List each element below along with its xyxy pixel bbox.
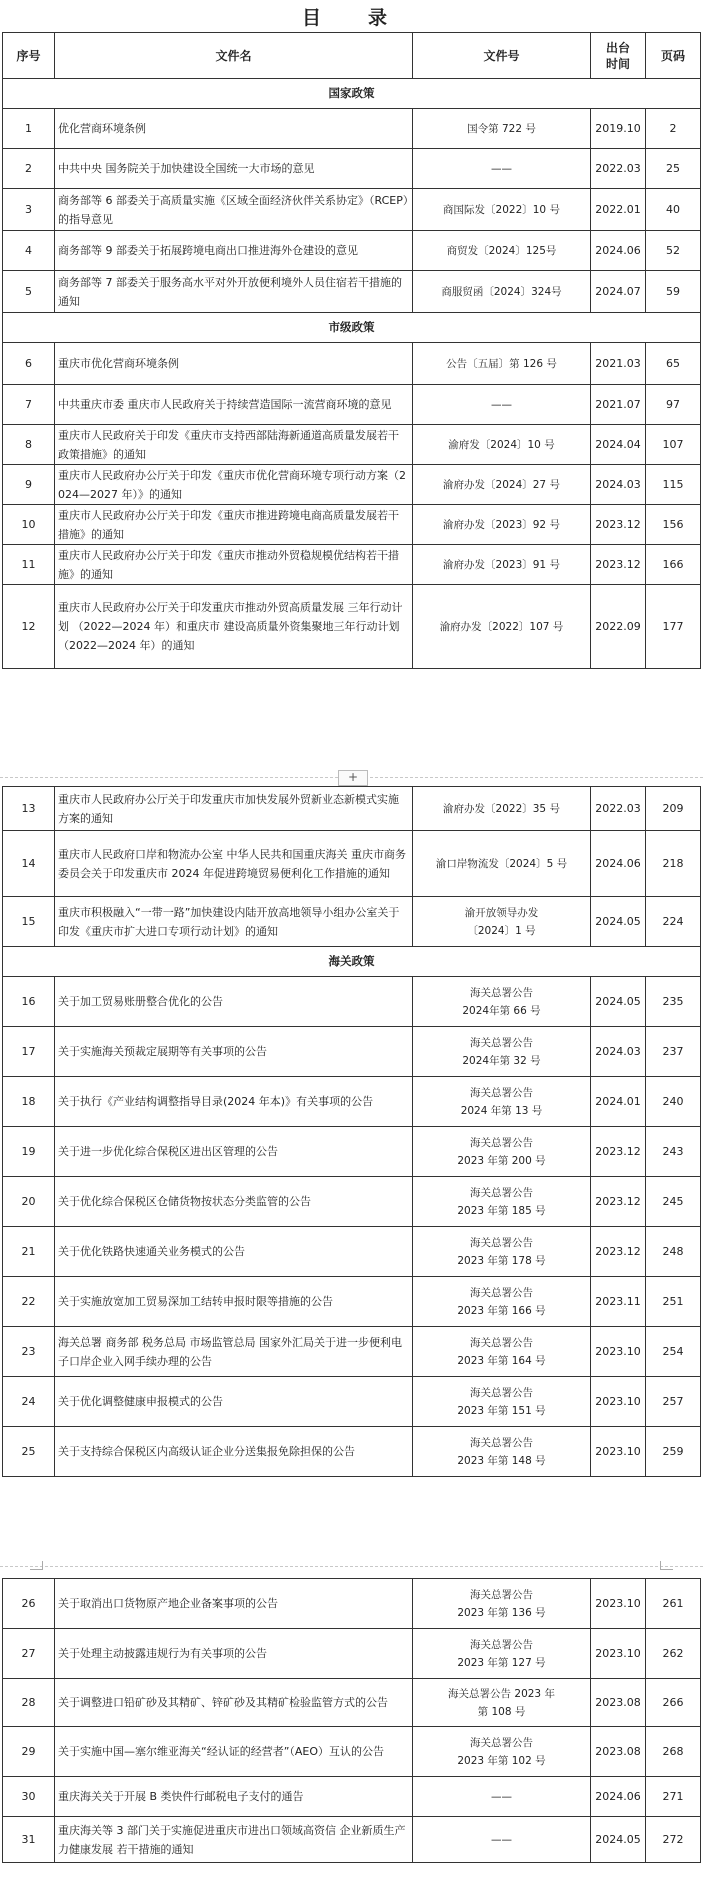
row-seq: 15 (3, 897, 55, 947)
table-row (3, 1629, 701, 1679)
row-file-name: 优化营商环境条例 (55, 109, 413, 149)
doc-no-line: 海关总署公告 (470, 1286, 533, 1299)
doc-no-line: —— (491, 162, 512, 175)
row-page: 266 (646, 1679, 701, 1727)
row-date: 2024.01 (591, 1077, 646, 1127)
row-seq: 20 (3, 1177, 55, 1227)
table-row (3, 385, 701, 425)
row-file-name: 关于支持综合保税区内高级认证企业分送集报免除担保的公告 (55, 1427, 413, 1477)
row-page: 224 (646, 897, 701, 947)
doc-no-line: 海关总署公告 (470, 1186, 533, 1199)
row-seq: 2 (3, 149, 55, 189)
row-date: 2019.10 (591, 109, 646, 149)
row-doc-no (413, 505, 591, 545)
row-seq: 6 (3, 343, 55, 385)
doc-no-line: 〔2024〕1 号 (467, 924, 536, 937)
row-seq: 22 (3, 1277, 55, 1327)
row-date: 2023.10 (591, 1377, 646, 1427)
doc-no-line: 2024年第 32 号 (462, 1054, 541, 1067)
page-break-2 (0, 1558, 703, 1576)
row-doc-no (413, 271, 591, 313)
row-page: 97 (646, 385, 701, 425)
doc-no-line: 海关总署公告 (470, 1588, 533, 1601)
row-doc-no (413, 1077, 591, 1127)
row-file-name: 海关总署 商务部 税务总局 市场监管总局 国家外汇局关于进一步便利电子口岸企业入网手续办理的公告 (55, 1327, 413, 1377)
row-page: 245 (646, 1177, 701, 1227)
table-row (3, 1777, 701, 1817)
doc-no-line: 2023 年第 164 号 (457, 1354, 546, 1367)
table-row (3, 831, 701, 897)
doc-no-line: 国令第 722 号 (467, 122, 536, 135)
doc-no-line: 商国际发〔2022〕10 号 (443, 203, 560, 216)
doc-no-line: 2023 年第 200 号 (457, 1154, 546, 1167)
section-title: 国家政策 (3, 79, 701, 109)
row-page: 268 (646, 1727, 701, 1777)
row-file-name: 商务部等 6 部委关于高质量实施《区域全面经济伙伴关系协定》（RCEP）的指导意见 (55, 189, 413, 231)
table-row (3, 1027, 701, 1077)
row-date: 2024.04 (591, 425, 646, 465)
row-page: 2 (646, 109, 701, 149)
row-file-name: 重庆海关等 3 部门关于实施促进重庆市进出口领域高资信 企业新质生产力健康发展 若干措施的通知 (55, 1817, 413, 1863)
row-seq: 23 (3, 1327, 55, 1377)
row-page: 156 (646, 505, 701, 545)
table-row (3, 977, 701, 1027)
header-doc-no: 文件号 (413, 33, 591, 79)
row-date: 2024.03 (591, 1027, 646, 1077)
row-doc-no (413, 1727, 591, 1777)
row-doc-no (413, 1227, 591, 1277)
row-doc-no (413, 1679, 591, 1727)
row-date: 2023.11 (591, 1277, 646, 1327)
row-file-name: 重庆海关关于开展 B 类快件行邮税电子支付的通告 (55, 1777, 413, 1817)
doc-no-line: 海关总署公告 (470, 1736, 533, 1749)
row-doc-no (413, 1777, 591, 1817)
table-row (3, 343, 701, 385)
row-seq: 16 (3, 977, 55, 1027)
table-row (3, 545, 701, 585)
row-doc-no (413, 977, 591, 1027)
row-page: 248 (646, 1227, 701, 1277)
row-file-name: 重庆市人民政府办公厅关于印发《重庆市推进跨境电商高质量发展若干措施》的通知 (55, 505, 413, 545)
table-row (3, 271, 701, 313)
row-doc-no (413, 343, 591, 385)
table-row (3, 231, 701, 271)
row-page: 40 (646, 189, 701, 231)
row-page: 254 (646, 1327, 701, 1377)
row-date: 2024.06 (591, 1777, 646, 1817)
row-seq: 10 (3, 505, 55, 545)
doc-no-line: 渝府办发〔2022〕107 号 (439, 620, 564, 633)
doc-no-line: 2023 年第 148 号 (457, 1454, 546, 1467)
doc-no-line: 商贸发〔2024〕125号 (446, 244, 557, 257)
doc-no-line: 2023 年第 136 号 (457, 1606, 546, 1619)
doc-no-line: 海关总署公告 (470, 1236, 533, 1249)
toc-table-part-1 (2, 32, 701, 669)
row-file-name: 关于优化铁路快速通关业务模式的公告 (55, 1227, 413, 1277)
doc-no-line: 2023 年第 151 号 (457, 1404, 546, 1417)
table-row (3, 1227, 701, 1277)
row-file-name: 关于实施中国—塞尔维亚海关“经认证的经营者”（AEO）互认的公告 (55, 1727, 413, 1777)
table-row (3, 1727, 701, 1777)
row-seq: 7 (3, 385, 55, 425)
row-page: 261 (646, 1579, 701, 1629)
row-doc-no (413, 1177, 591, 1227)
doc-no-line: 渝府办发〔2023〕92 号 (443, 518, 560, 531)
row-date: 2023.12 (591, 505, 646, 545)
doc-no-line: 海关总署公告 (470, 1638, 533, 1651)
row-date: 2022.01 (591, 189, 646, 231)
row-doc-no (413, 1629, 591, 1679)
row-seq: 3 (3, 189, 55, 231)
doc-no-line: 2024年第 66 号 (462, 1004, 541, 1017)
row-doc-no (413, 109, 591, 149)
row-date: 2023.08 (591, 1727, 646, 1777)
doc-no-line: 渝府办发〔2024〕27 号 (443, 478, 560, 491)
row-date: 2024.05 (591, 977, 646, 1027)
doc-no-line: 渝府发〔2024〕10 号 (448, 438, 555, 451)
row-doc-no (413, 465, 591, 505)
row-file-name: 重庆市人民政府办公厅关于印发重庆市加快发展外贸新业态新模式实施方案的通知 (55, 787, 413, 831)
row-seq: 19 (3, 1127, 55, 1177)
row-seq: 8 (3, 425, 55, 465)
header-seq: 序号 (3, 33, 55, 79)
row-date: 2024.07 (591, 271, 646, 313)
table-row (3, 465, 701, 505)
row-doc-no (413, 189, 591, 231)
table-row (3, 1127, 701, 1177)
header-page: 页码 (646, 33, 701, 79)
row-doc-no (413, 585, 591, 669)
header-name: 文件名 (55, 33, 413, 79)
row-seq: 29 (3, 1727, 55, 1777)
toc-table-part-3 (2, 1578, 701, 1863)
row-seq: 28 (3, 1679, 55, 1727)
row-page: 243 (646, 1127, 701, 1177)
table-row (3, 189, 701, 231)
row-page: 272 (646, 1817, 701, 1863)
table-row (3, 149, 701, 189)
row-page: 237 (646, 1027, 701, 1077)
row-doc-no (413, 1277, 591, 1327)
table-row (3, 897, 701, 947)
doc-no-line: 第 108 号 (477, 1705, 526, 1718)
row-date: 2023.10 (591, 1579, 646, 1629)
row-date: 2022.03 (591, 787, 646, 831)
row-doc-no (413, 231, 591, 271)
row-date: 2023.10 (591, 1629, 646, 1679)
row-page: 65 (646, 343, 701, 385)
row-seq: 25 (3, 1427, 55, 1477)
table-row (3, 109, 701, 149)
table-row (3, 1377, 701, 1427)
row-seq: 21 (3, 1227, 55, 1277)
row-seq: 11 (3, 545, 55, 585)
row-doc-no (413, 545, 591, 585)
doc-no-line: 渝府办发〔2023〕91 号 (443, 558, 560, 571)
row-seq: 5 (3, 271, 55, 313)
table-row (3, 1077, 701, 1127)
row-file-name: 关于取消出口货物原产地企业备案事项的公告 (55, 1579, 413, 1629)
doc-no-line: 海关总署公告 (470, 1136, 533, 1149)
row-file-name: 商务部等 9 部委关于拓展跨境电商出口推进海外仓建设的意见 (55, 231, 413, 271)
table-row (3, 1579, 701, 1629)
toc-table-part-2 (2, 786, 701, 1477)
row-file-name: 重庆市人民政府口岸和物流办公室 中华人民共和国重庆海关 重庆市商务委员会关于印发重庆市 2024 年促进跨境贸易便利化工作措施的通知 (55, 831, 413, 897)
table-row (3, 1679, 701, 1727)
row-page: 259 (646, 1427, 701, 1477)
row-date: 2023.10 (591, 1427, 646, 1477)
row-date: 2022.09 (591, 585, 646, 669)
row-doc-no (413, 149, 591, 189)
row-doc-no (413, 1027, 591, 1077)
row-doc-no (413, 1817, 591, 1863)
table-row (3, 1817, 701, 1863)
row-doc-no (413, 1427, 591, 1477)
doc-no-line: 2023 年第 127 号 (457, 1656, 546, 1669)
row-page: 251 (646, 1277, 701, 1327)
doc-no-line: 渝府办发〔2022〕35 号 (443, 802, 560, 815)
page-break-1 (0, 769, 703, 787)
row-file-name: 重庆市人民政府办公厅关于印发《重庆市优化营商环境专项行动方案（2024—2027 年）》的通知 (55, 465, 413, 505)
section-row-customs (3, 947, 701, 977)
doc-no-line: 海关总署公告 (470, 986, 533, 999)
row-date: 2024.05 (591, 1817, 646, 1863)
row-seq: 13 (3, 787, 55, 831)
table-row (3, 425, 701, 465)
doc-no-line: 海关总署公告 2023 年 (448, 1687, 555, 1700)
row-page: 107 (646, 425, 701, 465)
doc-no-line: 海关总署公告 (470, 1336, 533, 1349)
row-seq: 27 (3, 1629, 55, 1679)
row-file-name: 重庆市人民政府办公厅关于印发《重庆市推动外贸稳规模优结构若干措施》的通知 (55, 545, 413, 585)
row-page: 59 (646, 271, 701, 313)
row-file-name: 关于实施海关预裁定展期等有关事项的公告 (55, 1027, 413, 1077)
row-seq: 4 (3, 231, 55, 271)
row-date: 2024.06 (591, 831, 646, 897)
row-date: 2024.06 (591, 231, 646, 271)
row-date: 2021.07 (591, 385, 646, 425)
table-row (3, 505, 701, 545)
section-title: 海关政策 (3, 947, 701, 977)
doc-no-line: 2023 年第 185 号 (457, 1204, 546, 1217)
row-seq: 1 (3, 109, 55, 149)
row-date: 2024.03 (591, 465, 646, 505)
row-date: 2022.03 (591, 149, 646, 189)
doc-no-line: 商服贸函〔2024〕324号 (441, 285, 562, 298)
table-row (3, 1327, 701, 1377)
row-seq: 14 (3, 831, 55, 897)
row-date: 2023.10 (591, 1327, 646, 1377)
row-date: 2023.08 (591, 1679, 646, 1727)
row-page: 166 (646, 545, 701, 585)
row-page: 271 (646, 1777, 701, 1817)
row-file-name: 商务部等 7 部委关于服务高水平对外开放便利境外人员住宿若干措施的通知 (55, 271, 413, 313)
row-doc-no (413, 1579, 591, 1629)
doc-no-line: —— (491, 1833, 512, 1846)
row-doc-no (413, 1327, 591, 1377)
row-doc-no (413, 787, 591, 831)
corner-mark-icon (30, 1561, 43, 1570)
section-row-national (3, 79, 701, 109)
row-page: 115 (646, 465, 701, 505)
row-file-name: 关于处理主动披露违规行为有关事项的公告 (55, 1629, 413, 1679)
table-row (3, 585, 701, 669)
doc-no-line: 海关总署公告 (470, 1436, 533, 1449)
row-seq: 17 (3, 1027, 55, 1077)
row-date: 2023.12 (591, 545, 646, 585)
doc-no-line: 2023 年第 102 号 (457, 1754, 546, 1767)
row-file-name: 重庆市人民政府关于印发《重庆市支持西部陆海新通道高质量发展若干政策措施》的通知 (55, 425, 413, 465)
row-date: 2023.12 (591, 1177, 646, 1227)
doc-no-line: 海关总署公告 (470, 1386, 533, 1399)
row-page: 262 (646, 1629, 701, 1679)
doc-no-line: 渝口岸物流发〔2024〕5 号 (435, 857, 568, 870)
table-row (3, 787, 701, 831)
row-date: 2023.12 (591, 1127, 646, 1177)
section-title: 市级政策 (3, 313, 701, 343)
doc-no-line: 2023 年第 178 号 (457, 1254, 546, 1267)
corner-mark-icon (660, 1561, 673, 1570)
row-date: 2024.05 (591, 897, 646, 947)
row-file-name: 中共中央 国务院关于加快建设全国统一大市场的意见 (55, 149, 413, 189)
row-doc-no (413, 1377, 591, 1427)
row-seq: 31 (3, 1817, 55, 1863)
row-seq: 9 (3, 465, 55, 505)
row-page: 257 (646, 1377, 701, 1427)
row-page: 52 (646, 231, 701, 271)
row-date: 2021.03 (591, 343, 646, 385)
row-file-name: 关于进一步优化综合保税区进出区管理的公告 (55, 1127, 413, 1177)
row-page: 235 (646, 977, 701, 1027)
row-date: 2023.12 (591, 1227, 646, 1277)
table-row (3, 1177, 701, 1227)
doc-no-line: —— (491, 1790, 512, 1803)
row-file-name: 关于调整进口铅矿砂及其精矿、锌矿砂及其精矿检验监管方式的公告 (55, 1679, 413, 1727)
row-page: 240 (646, 1077, 701, 1127)
doc-no-line: 公告〔五届〕第 126 号 (446, 357, 557, 370)
table-row (3, 1427, 701, 1477)
row-file-name: 关于执行《产业结构调整指导目录(2024 年本)》有关事项的公告 (55, 1077, 413, 1127)
row-seq: 12 (3, 585, 55, 669)
doc-no-line: 海关总署公告 (470, 1036, 533, 1049)
row-doc-no (413, 897, 591, 947)
expand-plus-icon[interactable]: + (338, 770, 368, 786)
row-file-name: 中共重庆市委 重庆市人民政府关于持续营造国际一流营商环境的意见 (55, 385, 413, 425)
section-row-city (3, 313, 701, 343)
page-title: 目 录 (301, 7, 401, 29)
row-doc-no (413, 1127, 591, 1177)
row-file-name: 关于实施放宽加工贸易深加工结转申报时限等措施的公告 (55, 1277, 413, 1327)
row-page: 25 (646, 149, 701, 189)
row-seq: 30 (3, 1777, 55, 1817)
doc-no-line: —— (491, 398, 512, 411)
row-file-name: 重庆市人民政府办公厅关于印发重庆市推动外贸高质量发展 三年行动计划 （2022—2024 年）和重庆市 建设高质量外资集聚地三年行动计划 （2022—2024 年）的通知 (55, 585, 413, 669)
row-file-name: 关于优化调整健康申报模式的公告 (55, 1377, 413, 1427)
doc-no-line: 2024 年第 13 号 (460, 1104, 543, 1117)
table-row (3, 1277, 701, 1327)
row-page: 218 (646, 831, 701, 897)
header-date: 出台 时间 (591, 33, 646, 79)
row-file-name: 关于优化综合保税区仓储货物按状态分类监管的公告 (55, 1177, 413, 1227)
row-file-name: 关于加工贸易账册整合优化的公告 (55, 977, 413, 1027)
row-seq: 26 (3, 1579, 55, 1629)
doc-no-line: 渝开放领导办发 (464, 906, 539, 919)
row-doc-no (413, 425, 591, 465)
doc-no-line: 海关总署公告 (470, 1086, 533, 1099)
row-file-name: 重庆市优化营商环境条例 (55, 343, 413, 385)
row-page: 209 (646, 787, 701, 831)
row-doc-no (413, 831, 591, 897)
doc-no-line: 2023 年第 166 号 (457, 1304, 546, 1317)
row-seq: 18 (3, 1077, 55, 1127)
row-file-name: 重庆市积极融入“一带一路”加快建设内陆开放高地领导小组办公室关于印发《重庆市扩大进口专项行动计划》的通知 (55, 897, 413, 947)
table-header-row (3, 33, 701, 79)
row-doc-no (413, 385, 591, 425)
row-page: 177 (646, 585, 701, 669)
row-seq: 24 (3, 1377, 55, 1427)
